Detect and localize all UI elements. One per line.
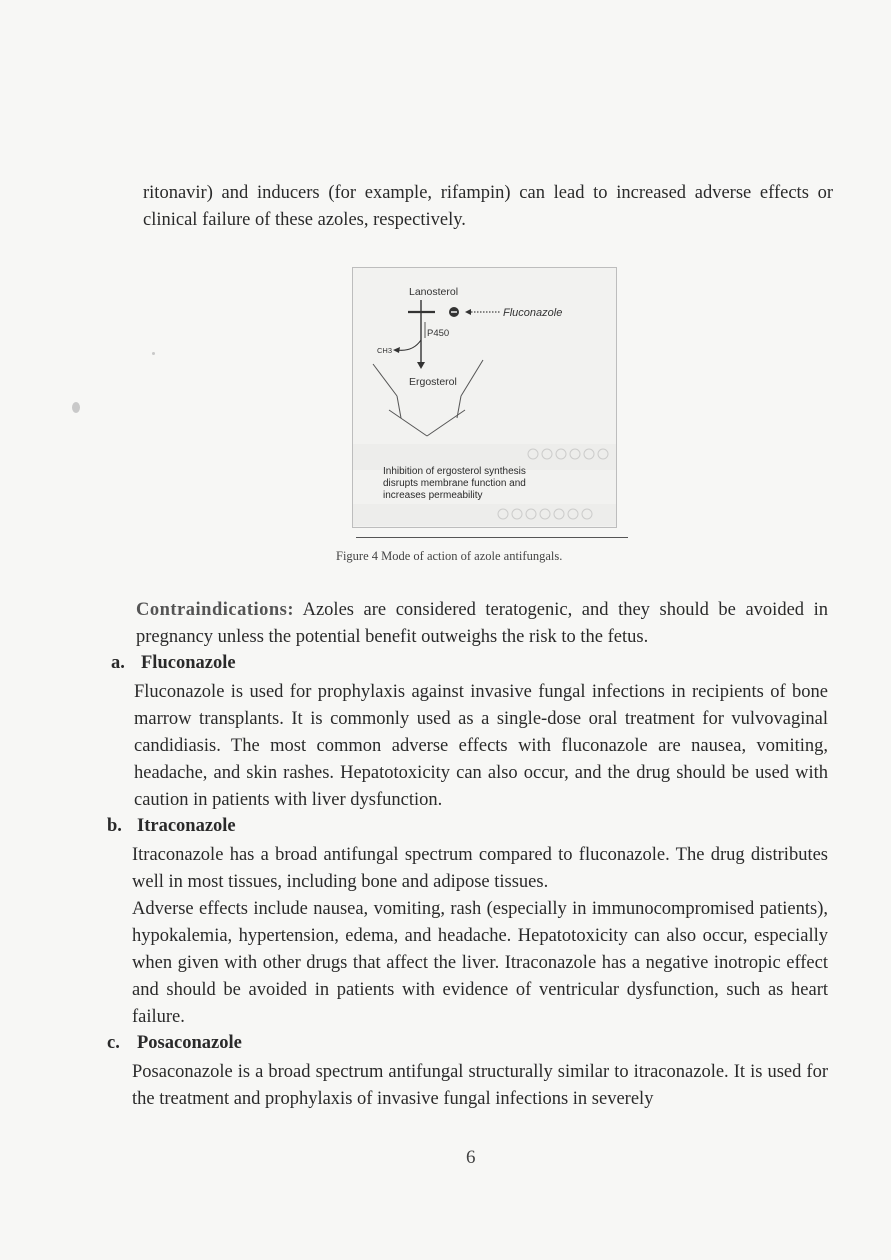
- methyl-label: CH3: [377, 346, 393, 355]
- effect-line-1: Inhibition of ergosterol synthesis: [383, 466, 526, 477]
- fluconazole-label: Fluconazole: [503, 307, 563, 319]
- itraconazole-body: [132, 842, 828, 1031]
- big-arrowhead-right: [427, 410, 465, 436]
- big-arrowhead-left: [389, 410, 427, 436]
- funnel-right: [461, 360, 483, 396]
- section-heading-posaconazole: [107, 1030, 242, 1057]
- mechanism-diagram: [353, 268, 616, 527]
- azole-mechanism-figure: [352, 267, 617, 528]
- itraconazole-paragraph-1: Itraconazole has a broad antifungal spectrum compared to fluconazole. The drug distributes well in most tissues, including bone and adipose tissues.: [132, 845, 828, 892]
- scan-speck: [152, 352, 155, 355]
- section-title: Posaconazole: [137, 1033, 242, 1053]
- ergosterol-label: Ergosterol: [409, 376, 457, 388]
- section-letter: b.: [107, 816, 122, 836]
- p450-label: P450: [427, 328, 450, 339]
- itraconazole-paragraph-2: Adverse effects include nausea, vomiting, rash (especially in immunocompromised patients), hypokalemia, hypertension, edema, and headache. Hepatotoxicity can also occur, especially when given with other drugs that affect the liver. Itraconazole has a negative inotropic effect and should be avoided in patients with evidence of ventricular dysfunction, such as heart failure.: [132, 899, 828, 1027]
- section-title: Itraconazole: [137, 816, 236, 836]
- caption-rule: [356, 537, 628, 538]
- section-letter: c.: [107, 1033, 120, 1053]
- figure-caption: Figure 4 Mode of action of azole antifungals.: [336, 549, 563, 563]
- effect-line-3: increases permeability: [383, 490, 483, 501]
- section-heading-itraconazole: [107, 813, 236, 840]
- contraindications-paragraph: [136, 597, 828, 651]
- pathway-arrowhead: [417, 362, 425, 369]
- methyl-arrow: [397, 340, 421, 350]
- section-heading-fluconazole: [111, 650, 236, 677]
- scan-speck: [72, 402, 80, 413]
- fluconazole-paragraph: Fluconazole is used for prophylaxis against invasive fungal infections in recipients of bone marrow transplants. It is commonly used as a single-dose oral treatment for vulvovaginal candidiasis. The most common adverse effects with fluconazole are nausea, vomiting, headache, and skin rashes. Hepatotoxicity can also occur, and the drug should be used with caution in patients with liver dysfunction.: [134, 682, 828, 810]
- section-title: Fluconazole: [141, 653, 236, 673]
- contraindications-text: Azoles are considered teratogenic, and they should be avoided in pregnancy unless the potential benefit outweighs the risk to the fetus.: [136, 600, 828, 647]
- section-letter: a.: [111, 653, 125, 673]
- intro-paragraph: ritonavir) and inducers (for example, rifampin) can lead to increased adverse effects or clinical failure of these azoles, respectively.: [143, 183, 833, 230]
- effect-line-2: disrupts membrane function and: [383, 478, 526, 489]
- posaconazole-paragraph: Posaconazole is a broad spectrum antifungal structurally similar to itraconazole. It is used for the treatment and prophylaxis of invasive fungal infections in severely: [132, 1062, 828, 1109]
- contraindications-label: Contraindications:: [136, 600, 295, 620]
- lanosterol-label: Lanosterol: [409, 286, 459, 298]
- funnel-left: [373, 364, 397, 396]
- page-number: 6: [466, 1147, 476, 1168]
- drug-arrowhead: [465, 309, 471, 315]
